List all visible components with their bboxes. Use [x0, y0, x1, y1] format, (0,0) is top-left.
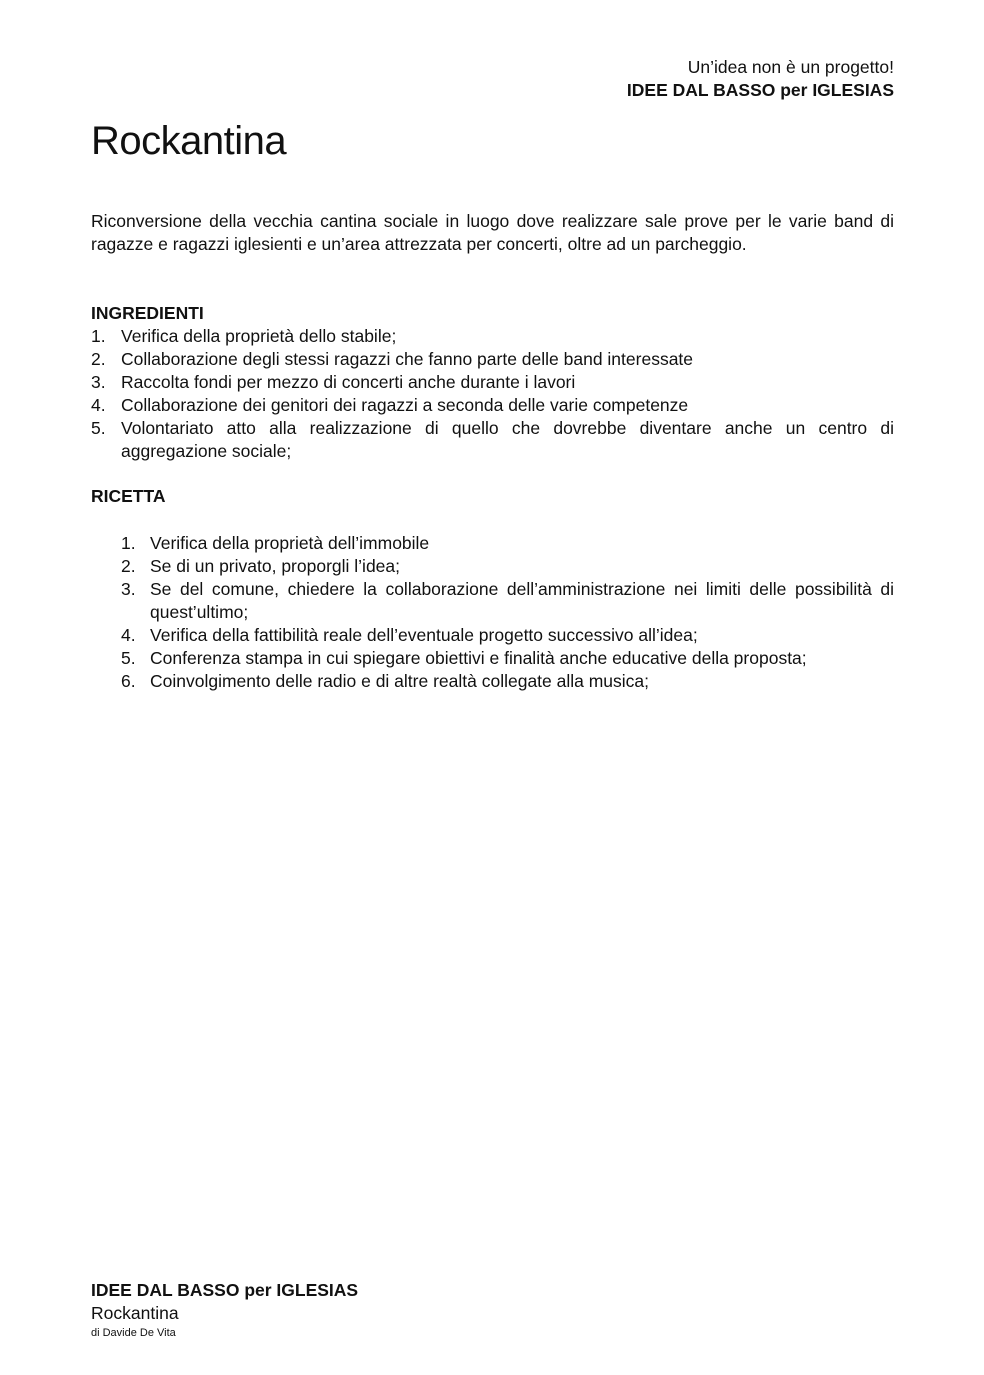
- list-item-number: 5.: [121, 648, 136, 668]
- ricetta-heading: RICETTA: [91, 486, 166, 506]
- list-item-text: Raccolta fondi per mezzo di concerti anche durante i lavori: [121, 372, 576, 392]
- list-item-number: 5.: [91, 418, 106, 438]
- list-item: [121, 624, 894, 647]
- list-item-number: 1.: [121, 533, 136, 553]
- footer-author: di Davide De Vita: [91, 1327, 176, 1339]
- list-item-number: 2.: [91, 349, 106, 369]
- page-header: [627, 56, 894, 102]
- list-item: [91, 325, 894, 348]
- header-subtitle: Un’idea non è un progetto!: [687, 57, 894, 77]
- list-item: [91, 348, 894, 371]
- list-item-number: 3.: [121, 579, 136, 599]
- ingredienti-list: [91, 325, 894, 463]
- list-item-number: 6.: [121, 671, 136, 691]
- list-item: [121, 578, 894, 624]
- list-item-number: 4.: [121, 625, 136, 645]
- list-item: [91, 371, 894, 394]
- list-item: [91, 394, 894, 417]
- list-item-text: Collaborazione dei genitori dei ragazzi a seconda delle varie competenze: [121, 395, 689, 415]
- list-item-text: Se di un privato, proporgli l’idea;: [150, 556, 401, 576]
- list-item: [121, 532, 894, 555]
- document-title: Rockantina: [91, 119, 287, 163]
- ricetta-list: [121, 532, 894, 693]
- list-item-text: Collaborazione degli stessi ragazzi che fanno parte delle band interessate: [121, 349, 694, 369]
- list-item-number: 1.: [91, 326, 106, 346]
- list-item: [121, 670, 894, 693]
- list-item-text: Conferenza stampa in cui spiegare obiettivi e finalità anche educative della proposta;: [150, 648, 807, 668]
- header-brand: IDEE DAL BASSO per IGLESIAS: [626, 80, 894, 100]
- list-item-text: Se del comune, chiedere la collaborazione dell’amministrazione nei limiti delle possibilità di quest’ultimo;: [150, 579, 894, 622]
- list-item-number: 3.: [91, 372, 106, 392]
- list-item-number: 2.: [121, 556, 136, 576]
- footer-brand: IDEE DAL BASSO per IGLESIAS: [91, 1280, 359, 1300]
- ingredienti-heading: INGREDIENTI: [91, 303, 204, 323]
- footer-title: Rockantina: [91, 1303, 179, 1323]
- page-footer: [91, 1279, 358, 1341]
- list-item-text: Verifica della proprietà dello stabile;: [121, 326, 397, 346]
- list-item-text: Coinvolgimento delle radio e di altre realtà collegate alla musica;: [150, 671, 650, 691]
- list-item: [121, 555, 894, 578]
- intro-paragraph: Riconversione della vecchia cantina sociale in luogo dove realizzare sale prove per le varie band di ragazze e ragazzi iglesienti e un’area attrezzata per concerti, oltre ad un parcheggio.: [91, 211, 894, 254]
- list-item: [91, 417, 894, 463]
- list-item: [121, 647, 894, 670]
- list-item-text: Verifica della proprietà dell’immobile: [150, 533, 430, 553]
- list-item-number: 4.: [91, 395, 106, 415]
- list-item-text: Volontariato atto alla realizzazione di quello che dovrebbe diventare anche un centro di aggregazione sociale;: [121, 418, 894, 461]
- list-item-text: Verifica della fattibilità reale dell’eventuale progetto successivo all’idea;: [150, 625, 698, 645]
